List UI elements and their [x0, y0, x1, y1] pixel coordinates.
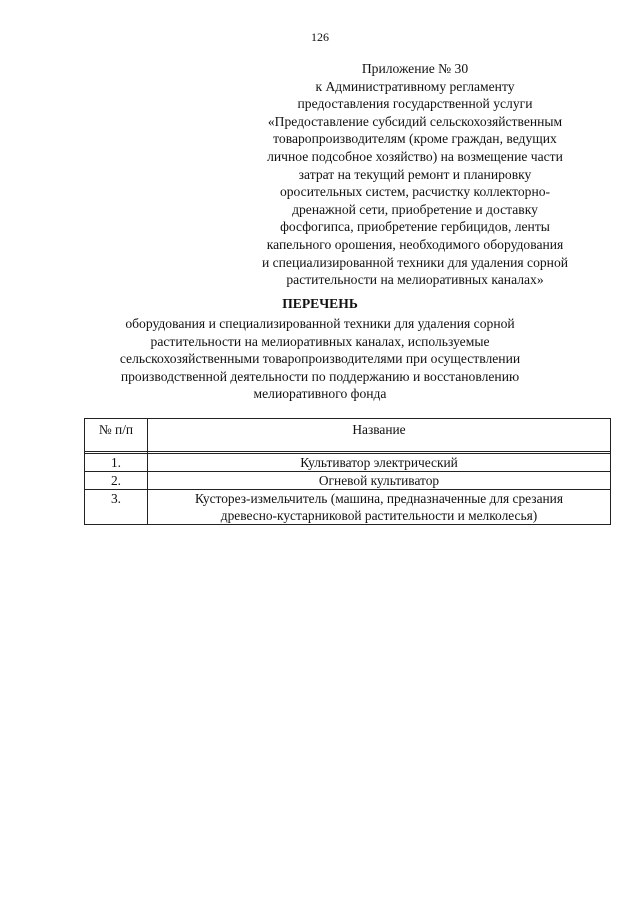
column-header-number: № п/п: [85, 419, 148, 452]
appendix-line: предоставления государственной услуги: [297, 96, 533, 112]
column-header-name: Название: [148, 419, 611, 452]
appendix-line: оросительных систем, расчистку коллекторно-: [279, 184, 551, 200]
table-row: [85, 454, 611, 472]
row-number: 1.: [85, 454, 148, 472]
table-header-row: [85, 419, 611, 452]
subtitle-line: мелиоративного фонда: [253, 386, 387, 402]
row-name: [148, 472, 611, 490]
page-number: 126: [311, 30, 329, 44]
document-heading: ПЕРЕЧЕНЬ: [282, 296, 358, 311]
appendix-line: капельного орошения, необходимого оборудования: [266, 236, 564, 252]
row-name: [148, 454, 611, 472]
row-name-line: древесно-кустарниковой растительности и мелколесья): [220, 508, 538, 523]
appendix-line: и специализированной техники для удаления сорной: [261, 254, 569, 270]
appendix-header: [235, 60, 595, 289]
appendix-line: «Предоставление субсидий сельскохозяйственным: [267, 113, 563, 129]
row-name: [148, 490, 611, 525]
appendix-line: затрат на текущий ремонт и планировку: [298, 166, 532, 182]
subtitle-line: производственной деятельности по поддержанию и восстановлению: [120, 368, 520, 384]
subtitle-line: растительности на мелиоративных каналах, используемые: [150, 333, 490, 349]
equipment-table: [84, 418, 611, 525]
row-number: 3.: [85, 490, 148, 525]
row-name-line: Культиватор электрический: [300, 455, 458, 470]
subtitle-line: оборудования и специализированной техники для удаления сорной: [125, 316, 515, 331]
appendix-line: дренажной сети, приобретение и доставку: [292, 201, 538, 217]
appendix-line: к Административному регламенту: [315, 78, 515, 94]
appendix-line: фосфогипса, приобретение гербицидов, ленты: [280, 219, 550, 235]
appendix-line: Приложение № 30: [361, 61, 469, 76]
appendix-line: растительности на мелиоративных каналах»: [286, 272, 544, 288]
subtitle-line: сельскохозяйственными товаропроизводителями при осуществлении: [119, 351, 521, 367]
row-name-line: Огневой культиватор: [318, 473, 440, 488]
appendix-line: личное подсобное хозяйство) на возмещение части: [267, 148, 563, 164]
table-row: [85, 490, 611, 525]
table-row: [85, 472, 611, 490]
row-name-line: Кусторез-измельчитель (машина, предназначенные для срезания: [194, 491, 564, 506]
row-number: 2.: [85, 472, 148, 490]
document-subtitle: [40, 315, 600, 403]
appendix-line: товаропроизводителям (кроме граждан, ведущих: [273, 131, 557, 147]
